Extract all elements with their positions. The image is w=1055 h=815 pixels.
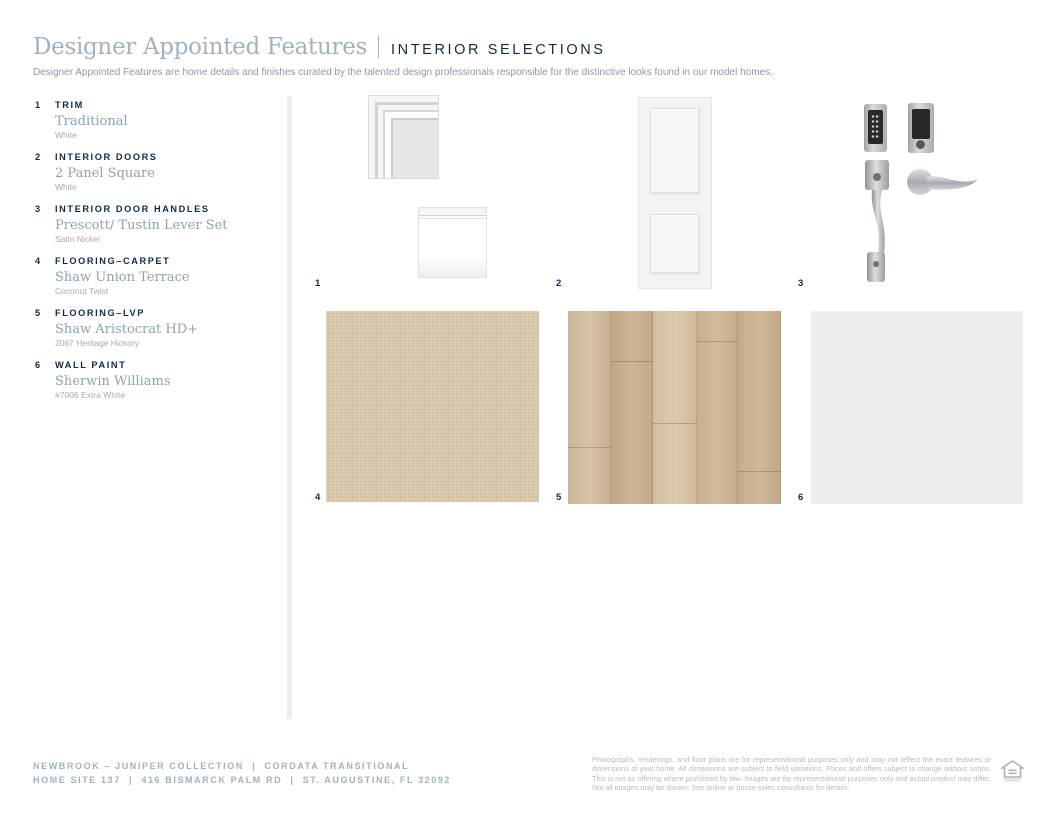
selection-item-interior-doors [35, 152, 275, 192]
footer-collection-line: NEWBROOK – JUNIPER COLLECTION | CORDATA TRANSITIONAL [33, 761, 410, 771]
selection-item-carpet [35, 256, 275, 296]
equal-housing-icon [1001, 760, 1024, 782]
legal-disclaimer: Photographs, renderings, and floor plans are for representational purposes only and may not reflect the exact features or dimensions of your home. All dimensions are subject to field variations. Prices and offers subject to change without notice. This is not an offering where prohibited by law. Images are for representational purposes only and actual product may differ. Not all images may be shown. See online or onsite sales consultants for details. [592, 755, 991, 793]
selection-detail: 2067 Heritage Hickory [55, 338, 140, 348]
selection-item-trim [35, 100, 275, 140]
selection-detail: Coconut Twist [55, 286, 109, 296]
gallery-label-2: 2 [556, 278, 562, 289]
selection-name: Sherwin Williams [55, 374, 171, 389]
selection-category: INTERIOR DOORS [55, 152, 158, 162]
header [33, 34, 1035, 78]
page-subtitle: INTERIOR SELECTIONS [391, 42, 606, 58]
page-title: Designer Appointed Features [33, 34, 368, 60]
gallery-label-5: 5 [556, 492, 562, 503]
gallery-label-3: 3 [798, 278, 804, 289]
selection-category: WALL PAINT [55, 360, 127, 370]
selection-number: 6 [35, 360, 42, 370]
lever-handle-image [906, 165, 980, 201]
lvp-swatch [568, 311, 781, 504]
selection-number: 1 [35, 100, 42, 110]
selection-number: 5 [35, 308, 42, 318]
selection-item-wall-paint [35, 360, 275, 400]
selection-name: Shaw Aristocrat HD+ [55, 322, 199, 337]
trim-baseboard-image [418, 207, 487, 278]
touchscreen-lock-image [908, 103, 934, 153]
footer-community-info [33, 759, 451, 787]
selection-detail: #7006 Extra White [55, 390, 125, 400]
selection-name: Shaw Union Terrace [55, 270, 190, 285]
selection-item-door-handles [35, 204, 275, 244]
selection-name: Traditional [55, 114, 128, 129]
selection-category: TRIM [55, 100, 84, 110]
gallery-label-1: 1 [315, 278, 321, 289]
selection-name: Prescott/ Tustin Lever Set [55, 218, 228, 233]
selection-category: FLOORING–LVP [55, 308, 145, 318]
selection-detail: White [55, 182, 77, 192]
selection-category: INTERIOR DOOR HANDLES [55, 204, 210, 214]
selection-item-lvp [35, 308, 275, 348]
paint-swatch [811, 311, 1023, 504]
gallery-label-4: 4 [315, 492, 321, 503]
door-image [638, 97, 712, 289]
selection-detail: White [55, 130, 77, 140]
selection-detail: Satin Nickel [55, 234, 100, 244]
keypad-lock-image [864, 104, 887, 152]
title-row [33, 34, 1035, 60]
gallery-label-6: 6 [798, 492, 804, 503]
carpet-swatch [326, 311, 539, 502]
vertical-divider [287, 96, 292, 719]
intro-text: Designer Appointed Features are home details and finishes curated by the talented design professionals responsible for the distinctive looks found in our model homes. [33, 67, 773, 78]
selection-category: FLOORING–CARPET [55, 256, 171, 266]
selection-name: 2 Panel Square [55, 166, 155, 181]
title-divider [378, 36, 379, 58]
selections-list [35, 100, 275, 412]
trim-casing-image [368, 95, 439, 179]
selection-number: 2 [35, 152, 42, 162]
selection-number: 4 [35, 256, 42, 266]
selection-number: 3 [35, 204, 42, 214]
footer-address-line: HOME SITE 137 | 416 BISMARCK PALM RD | ST. AUGUSTINE, FL 32092 [33, 775, 452, 785]
handleset-image [864, 160, 890, 283]
